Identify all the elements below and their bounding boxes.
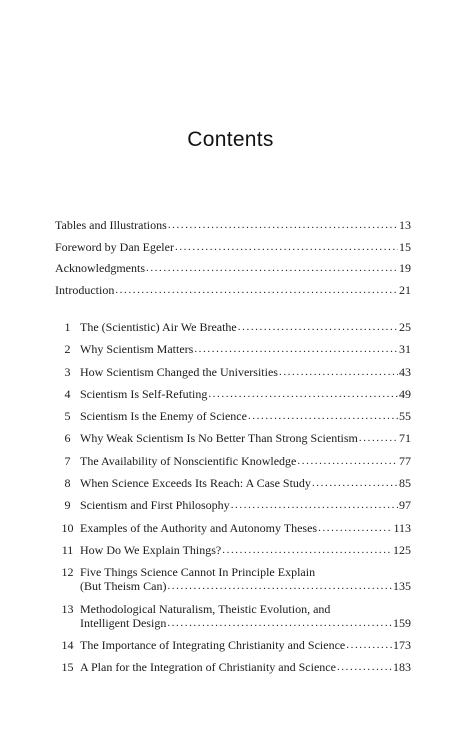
chapter-number: 3 — [64, 364, 71, 379]
chapter-entry[interactable] — [55, 431, 411, 445]
chapter-entry[interactable] — [55, 660, 411, 674]
chapter-title: Why Weak Scientism Is No Better Than Strong Scientism — [80, 431, 358, 446]
chapter-number: 2 — [64, 342, 71, 357]
chapter-title: Scientism Is the Enemy of Science — [80, 409, 247, 424]
chapter-title: The Importance of Integrating Christianity and Science — [80, 637, 346, 652]
chapter-number: 13 — [61, 601, 74, 616]
chapter-title: How Scientism Changed the Universities — [80, 364, 278, 379]
toc-entry-title: Introduction — [55, 282, 115, 297]
chapter-page: 173 — [393, 637, 411, 652]
chapter-number: 15 — [61, 660, 74, 675]
chapter-page: 183 — [393, 660, 411, 675]
leader-dots — [312, 476, 398, 490]
chapter-entry[interactable] — [55, 342, 411, 356]
chapter-entry[interactable] — [55, 602, 411, 630]
chapter-page: 49 — [399, 386, 411, 401]
leader-dots — [248, 409, 398, 423]
chapter-entry[interactable] — [55, 409, 411, 423]
chapter-title: The (Scientistic) Air We Breathe — [80, 320, 237, 334]
chapter-entry[interactable] — [55, 320, 411, 334]
chapter-entry[interactable] — [55, 476, 411, 490]
chapter-page: 71 — [399, 431, 411, 446]
front-matter-list — [55, 218, 411, 304]
chapter-title: How Do We Explain Things? — [80, 542, 222, 557]
leader-dots — [167, 616, 392, 630]
chapter-entry[interactable] — [55, 521, 411, 535]
chapter-number: 14 — [61, 637, 74, 652]
chapter-title: Intelligent Design — [80, 615, 167, 630]
toc-entry[interactable] — [55, 218, 411, 232]
leader-dots — [238, 320, 398, 334]
chapter-title: When Science Exceeds Its Reach: A Case Study — [80, 476, 311, 491]
chapter-entry[interactable] — [55, 498, 411, 512]
leader-dots — [359, 431, 398, 445]
chapter-title: Why Scientism Matters — [80, 342, 194, 357]
chapter-number: 5 — [64, 409, 71, 424]
chapter-title-line1: Five Things Science Cannot In Principle Explain — [80, 565, 316, 580]
chapter-title: Scientism and First Philosophy — [80, 498, 230, 513]
leader-dots — [222, 543, 392, 557]
leader-dots — [337, 660, 392, 674]
chapter-page: 77 — [399, 453, 411, 468]
chapter-entry[interactable] — [55, 565, 411, 593]
chapter-number: 6 — [64, 431, 71, 446]
chapter-title: Examples of the Authority and Autonomy Theses — [80, 520, 318, 535]
toc-entry-page: 13 — [399, 218, 411, 232]
chapter-number: 10 — [61, 520, 74, 535]
leader-dots — [318, 521, 392, 535]
leader-dots — [146, 261, 398, 275]
chapter-page: 31 — [399, 342, 411, 357]
chapter-number: 8 — [64, 476, 71, 491]
chapter-title-line1: Methodological Naturalism, Theistic Evolution, and — [80, 601, 331, 616]
toc-entry-title: Acknowledgments — [55, 261, 145, 275]
toc-entry-page: 15 — [399, 239, 411, 254]
chapter-page: 43 — [399, 364, 411, 379]
toc-entry[interactable] — [55, 240, 411, 254]
chapter-entry[interactable] — [55, 365, 411, 379]
chapter-page: 25 — [399, 320, 411, 334]
chapter-title: The Availability of Nonscientific Knowledge — [80, 453, 297, 468]
leader-dots — [208, 387, 398, 401]
toc-entry-title: Foreword by Dan Egeler — [55, 239, 174, 254]
chapter-page: 113 — [393, 520, 411, 535]
leader-dots — [167, 579, 392, 593]
toc-entry[interactable] — [55, 283, 411, 297]
toc-entry-page: 21 — [399, 282, 411, 297]
leader-dots — [346, 638, 392, 652]
toc-entry-title: Tables and Illustrations — [55, 218, 167, 232]
chapter-title: (But Theism Can) — [80, 579, 167, 594]
chapter-number: 11 — [61, 542, 74, 557]
chapter-page: 85 — [399, 476, 411, 491]
chapter-number: 12 — [61, 565, 74, 580]
leader-dots — [231, 498, 398, 512]
chapter-entry[interactable] — [55, 387, 411, 401]
leader-dots — [194, 342, 398, 356]
toc-entry[interactable] — [55, 261, 411, 275]
page-title: Contents — [187, 128, 274, 151]
leader-dots — [175, 240, 398, 254]
chapter-page: 97 — [399, 498, 411, 513]
chapter-page: 55 — [399, 409, 411, 424]
chapter-list — [55, 320, 411, 682]
leader-dots — [279, 365, 398, 379]
chapter-number: 7 — [64, 453, 71, 468]
leader-dots — [115, 283, 398, 297]
chapter-entry[interactable] — [55, 454, 411, 468]
toc-entry-page: 19 — [399, 261, 411, 275]
chapter-number: 1 — [64, 320, 71, 334]
chapter-title: A Plan for the Integration of Christianity and Science — [80, 660, 336, 675]
chapter-title: Scientism Is Self-Refuting — [80, 386, 208, 401]
leader-dots — [168, 218, 398, 232]
chapter-number: 9 — [64, 498, 71, 513]
chapter-number: 4 — [64, 386, 71, 401]
chapter-page: 125 — [393, 542, 411, 557]
chapter-entry[interactable] — [55, 638, 411, 652]
leader-dots — [297, 454, 398, 468]
chapter-page: 135 — [393, 579, 411, 594]
chapter-page: 159 — [393, 615, 411, 630]
chapter-entry[interactable] — [55, 543, 411, 557]
